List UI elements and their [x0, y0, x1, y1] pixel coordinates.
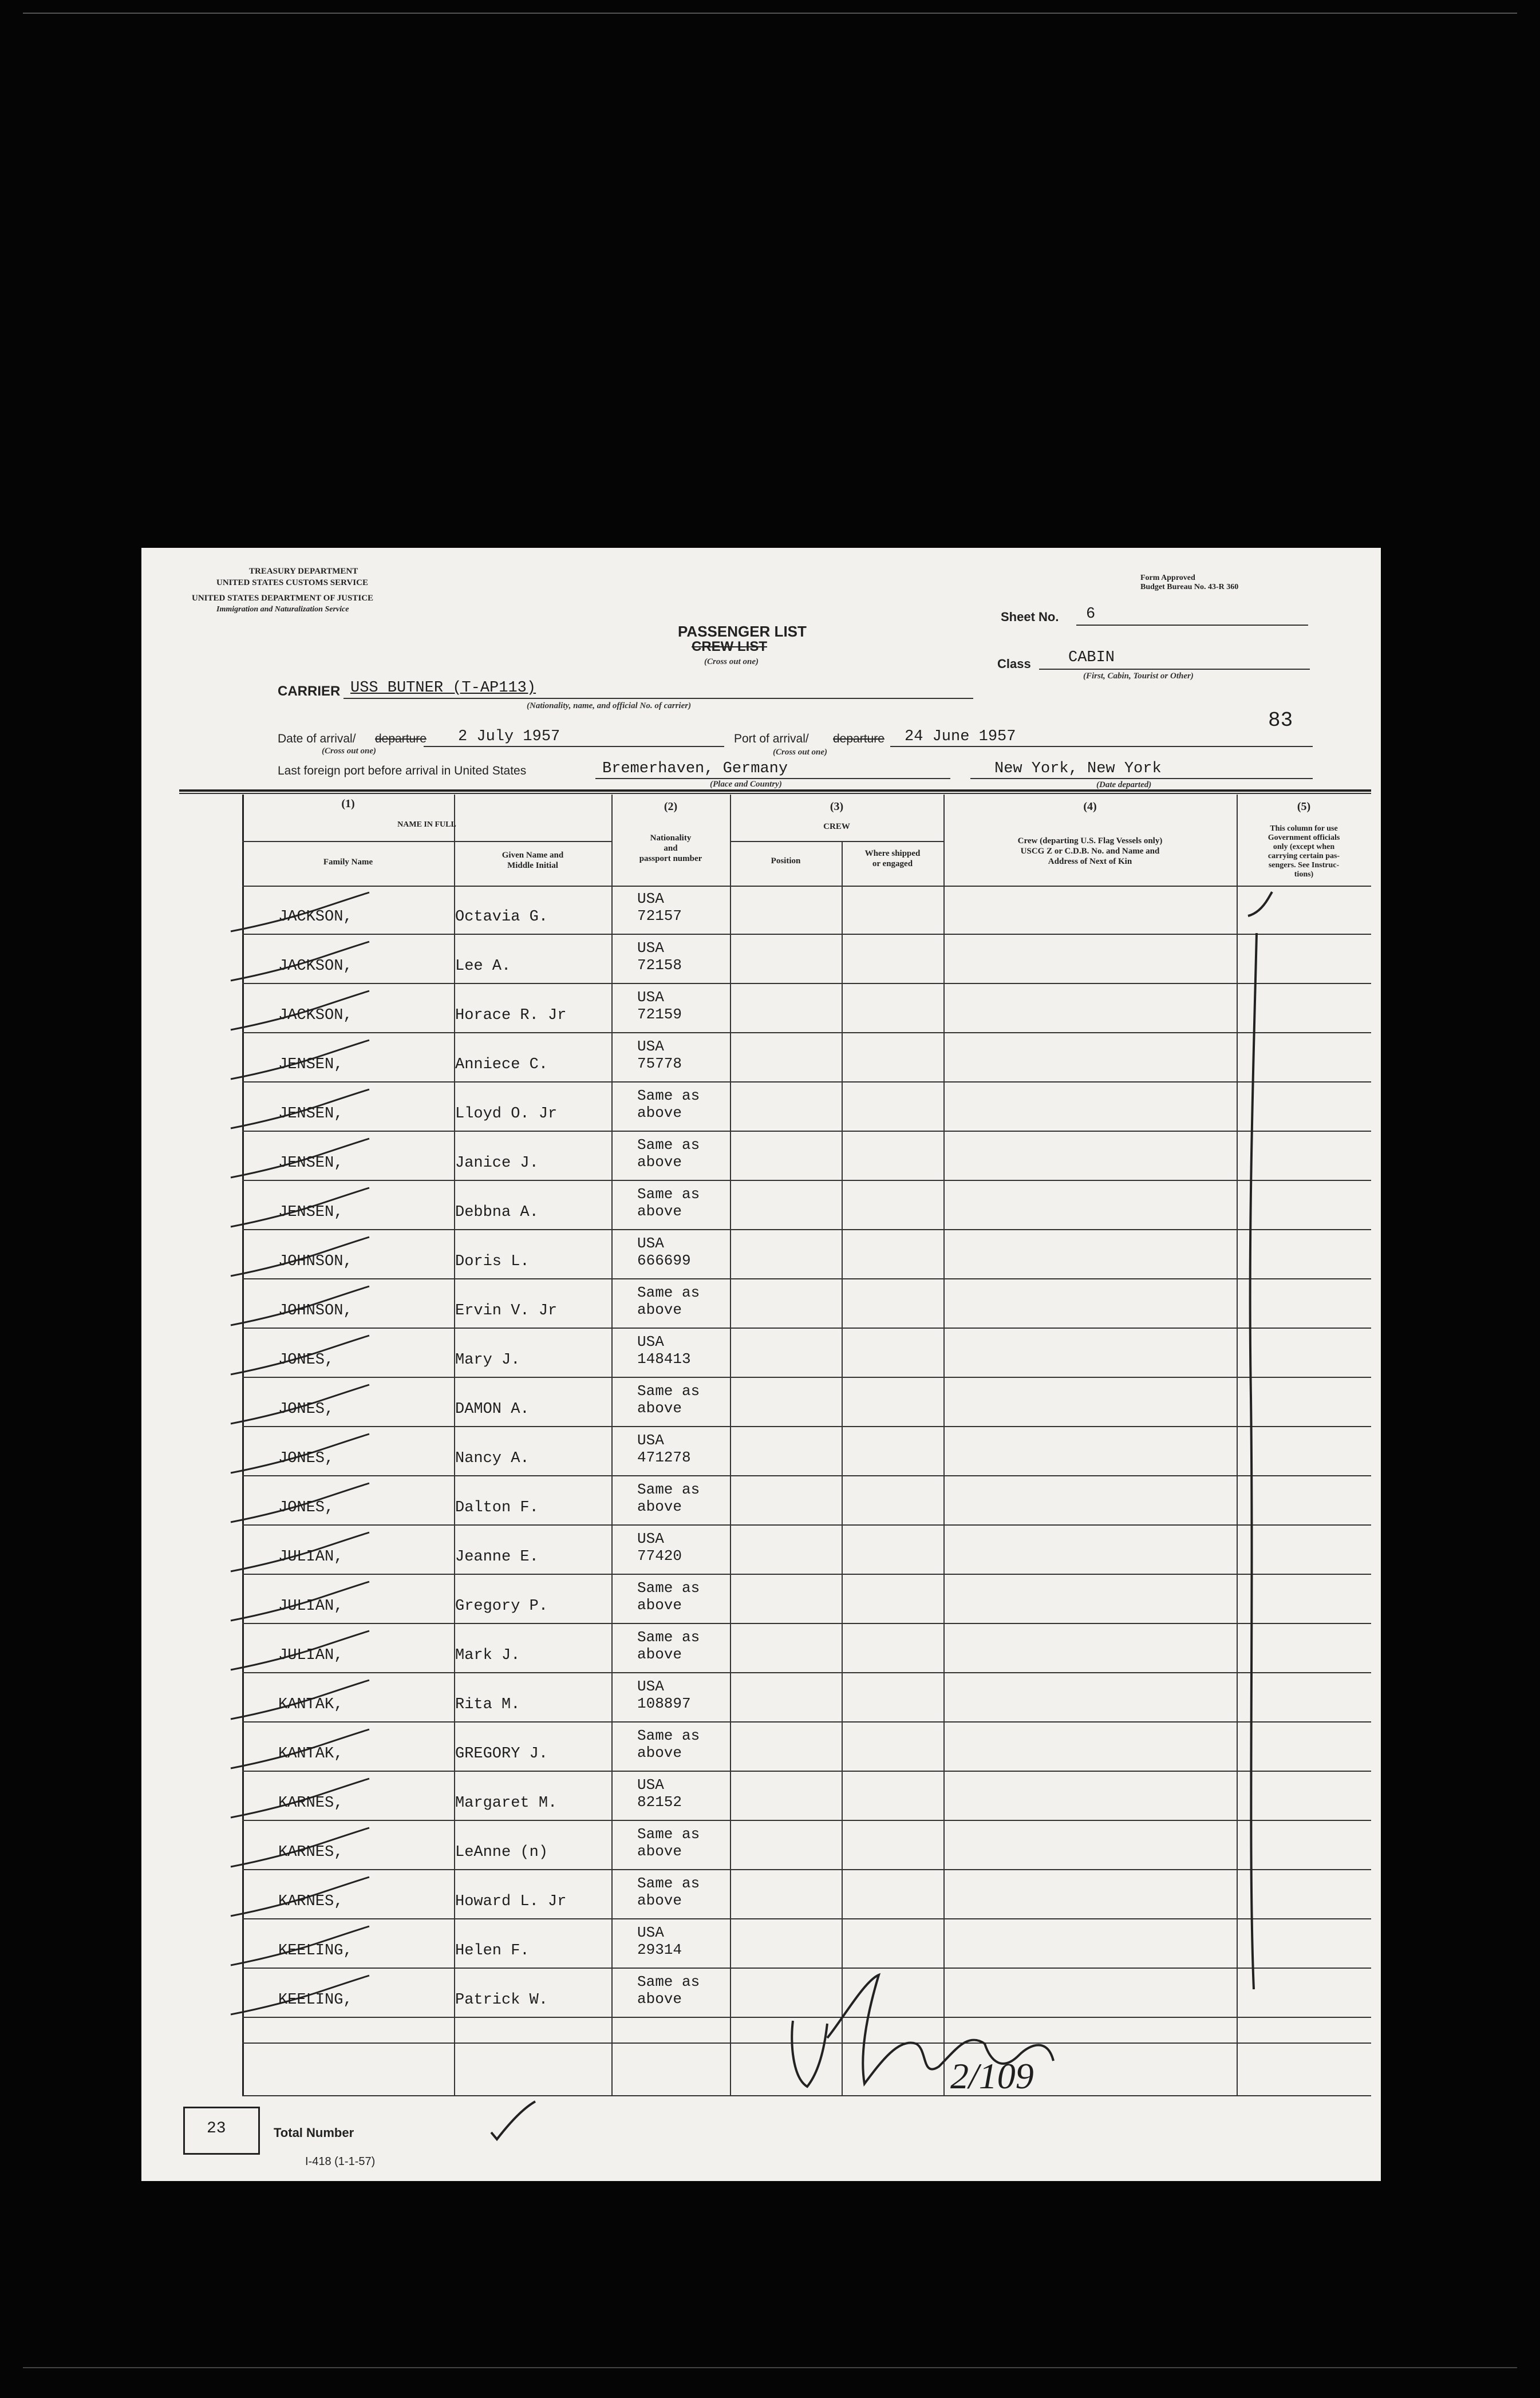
table-row	[242, 935, 1371, 984]
family-name: JULIAN,	[278, 1598, 343, 1615]
family-name: JENSEN,	[278, 1204, 343, 1221]
family-name: JENSEN,	[278, 1155, 343, 1172]
given-name: Debbna A.	[455, 1204, 539, 1221]
date-struck: departure	[375, 732, 427, 745]
table-row	[242, 1083, 1371, 1132]
carrier-value: USS BUTNER (T-AP113)	[350, 680, 536, 697]
carrier-hint: (Nationality, name, and official No. of carrier)	[527, 701, 692, 710]
dept-line-2: UNITED STATES CUSTOMS SERVICE	[216, 578, 368, 587]
nationality-line: Same as	[637, 1579, 700, 1597]
family-name: JONES,	[278, 1401, 334, 1418]
table-row	[242, 1279, 1371, 1329]
passport-line: above	[637, 1301, 682, 1318]
nationality-passport	[637, 1481, 700, 1515]
place-hint: (Place and Country)	[710, 780, 782, 789]
nationality-passport	[637, 1284, 700, 1318]
nationality-line: Same as	[637, 1826, 700, 1843]
passport-line: 29314	[637, 1941, 682, 1958]
destination-underline	[970, 778, 1313, 779]
nationality-line: USA	[637, 1530, 664, 1547]
given-name: Doris L.	[455, 1253, 530, 1270]
last-port-label: Last foreign port before arrival in United States	[278, 764, 527, 777]
given-name: DAMON A.	[455, 1401, 530, 1418]
passport-line: 666699	[637, 1252, 691, 1269]
family-name: JACKSON,	[278, 958, 353, 975]
given-name: Ervin V. Jr	[455, 1302, 558, 1320]
table-row	[242, 1673, 1371, 1723]
passport-line: above	[637, 1892, 682, 1909]
col4-number: (4)	[1083, 800, 1097, 813]
officials-check-line	[1237, 882, 1305, 2026]
destination-value: New York, New York	[994, 760, 1162, 777]
budget-bureau: Budget Bureau No. 43-R 360	[1140, 583, 1239, 591]
date-departed-hint: (Date departed)	[1096, 780, 1152, 789]
given-name: Howard L. Jr	[455, 1893, 567, 1910]
class-hint: (First, Cabin, Tourist or Other)	[1083, 671, 1194, 681]
col1a-family-name: Family Name	[323, 858, 373, 867]
given-name: Helen F.	[455, 1942, 530, 1960]
nationality-line: Same as	[637, 1481, 700, 1498]
passport-line: above	[637, 1597, 682, 1614]
nationality-line: USA	[637, 890, 664, 907]
nationality-line: Same as	[637, 1629, 700, 1646]
family-name: JACKSON,	[278, 908, 353, 926]
port-struck: departure	[833, 732, 884, 745]
family-name: JOHNSON,	[278, 1253, 353, 1270]
total-label: Total Number	[274, 2126, 354, 2140]
table-row	[242, 1772, 1371, 1821]
family-name: KEELING,	[278, 1992, 353, 2009]
family-name: KANTAK,	[278, 1745, 343, 1763]
port-hint: (Cross out one)	[773, 748, 828, 757]
nationality-passport	[637, 1186, 700, 1220]
handwritten-note: 2/109	[950, 2056, 1034, 2096]
family-name: JULIAN,	[278, 1647, 343, 1664]
table-row	[242, 1427, 1371, 1476]
passport-line: 72158	[637, 957, 682, 974]
nationality-passport	[637, 1776, 682, 1811]
dept-line-1: TREASURY DEPARTMENT	[249, 567, 358, 576]
film-edge-bottom	[23, 2367, 1517, 2368]
document-title: PASSENGER LIST	[678, 623, 807, 640]
col1b-given-name: Given Name and Middle Initial	[502, 851, 564, 870]
nationality-passport	[637, 939, 682, 974]
passport-line: above	[637, 1498, 682, 1515]
nationality-passport	[637, 1530, 682, 1565]
col1-subheader-rule	[242, 841, 611, 842]
title-cross-out-hint: (Cross out one)	[704, 657, 759, 666]
col2-number: (2)	[664, 800, 678, 813]
nationality-passport	[637, 989, 682, 1023]
passport-line: above	[637, 1843, 682, 1860]
passport-line: above	[637, 1990, 682, 2008]
table-row	[242, 886, 1371, 935]
arrival-date: 2 July 1957	[458, 728, 560, 745]
given-name: Nancy A.	[455, 1450, 530, 1467]
nationality-line: Same as	[637, 1727, 700, 1744]
passport-line: above	[637, 1744, 682, 1761]
passport-line: above	[637, 1400, 682, 1417]
family-name: JULIAN,	[278, 1548, 343, 1566]
passport-line: 148413	[637, 1350, 691, 1368]
last-port-value: Bremerhaven, Germany	[602, 760, 788, 777]
class-underline	[1039, 669, 1310, 670]
nationality-passport	[637, 1579, 700, 1614]
given-name: Horace R. Jr	[455, 1007, 567, 1024]
document-title-struck: CREW LIST	[692, 639, 767, 654]
port-underline	[890, 746, 1313, 747]
passport-line: 471278	[637, 1449, 691, 1466]
given-name: Patrick W.	[455, 1992, 548, 2009]
table-row	[242, 984, 1371, 1033]
passport-line: 77420	[637, 1547, 682, 1565]
family-name: JACKSON,	[278, 1007, 353, 1024]
form-approved: Form Approved	[1140, 574, 1195, 582]
given-name: Rita M.	[455, 1696, 520, 1713]
nationality-line: USA	[637, 1432, 664, 1449]
nationality-passport	[637, 1087, 700, 1121]
col5-number: (5)	[1297, 800, 1311, 813]
nationality-passport	[637, 1333, 691, 1368]
nationality-passport	[637, 1235, 691, 1269]
table-row	[242, 1821, 1371, 1870]
date-underline	[424, 746, 724, 747]
nationality-passport	[637, 1678, 691, 1712]
passport-line: 72159	[637, 1006, 682, 1023]
family-name: JOHNSON,	[278, 1302, 353, 1320]
dept-line-4: Immigration and Naturalization Service	[216, 605, 349, 614]
given-name: Jeanne E.	[455, 1548, 539, 1566]
table-row	[242, 1230, 1371, 1279]
nationality-passport	[637, 1629, 700, 1663]
date-label: Date of arrival/	[278, 732, 356, 745]
nationality-passport	[637, 1875, 700, 1909]
table-row	[242, 1723, 1371, 1772]
given-name: Gregory P.	[455, 1598, 548, 1615]
given-name: Octavia G.	[455, 908, 548, 926]
nationality-line: USA	[637, 1678, 664, 1695]
col1-title: NAME IN FULL	[397, 820, 456, 829]
given-name: Mary J.	[455, 1352, 520, 1369]
nationality-passport	[637, 1432, 691, 1466]
nationality-line: Same as	[637, 1284, 700, 1301]
nationality-line: USA	[637, 989, 664, 1006]
table-row	[242, 1476, 1371, 1526]
table-row	[242, 1181, 1371, 1230]
passport-line: 75778	[637, 1055, 682, 1072]
family-name: KANTAK,	[278, 1696, 343, 1713]
table-row	[242, 1870, 1371, 1919]
footer-check-mark	[487, 2098, 538, 2144]
nationality-line: Same as	[637, 1136, 700, 1153]
port-date: 24 June 1957	[905, 728, 1016, 745]
nationality-line: USA	[637, 1924, 664, 1941]
given-name: Mark J.	[455, 1647, 520, 1664]
table-row	[242, 1033, 1371, 1083]
col1-number: (1)	[341, 797, 355, 810]
nationality-passport	[637, 1973, 700, 2008]
passport-line: above	[637, 1104, 682, 1121]
col4-title: Crew (departing U.S. Flag Vessels only) USCG Z or C.D.B. No. and Name and Address of Next of Kin	[1017, 836, 1163, 866]
handwritten-signature	[784, 1969, 1105, 2118]
passport-line: 82152	[637, 1793, 682, 1811]
nationality-line: USA	[637, 939, 664, 957]
dept-line-3: UNITED STATES DEPARTMENT OF JUSTICE	[192, 594, 374, 603]
family-name: JONES,	[278, 1352, 334, 1369]
nationality-passport	[637, 1826, 700, 1860]
family-name: KEELING,	[278, 1942, 353, 1960]
carrier-underline	[343, 698, 973, 699]
given-name: Lloyd O. Jr	[455, 1105, 558, 1123]
given-name: Lee A.	[455, 958, 511, 975]
given-name: GREGORY J.	[455, 1745, 548, 1763]
table-row	[242, 1526, 1371, 1575]
family-name: JONES,	[278, 1450, 334, 1467]
nationality-passport	[637, 890, 682, 925]
family-name: KARNES,	[278, 1795, 343, 1812]
table-top-rule-2	[179, 793, 1371, 794]
given-name: Dalton F.	[455, 1499, 539, 1516]
passport-line: 72157	[637, 907, 682, 925]
nationality-line: USA	[637, 1038, 664, 1055]
passport-line: 108897	[637, 1695, 691, 1712]
table-top-rule	[179, 789, 1371, 792]
nationality-passport	[637, 1136, 700, 1171]
nationality-passport	[637, 1727, 700, 1761]
carrier-label: CARRIER	[278, 684, 341, 699]
table-row	[242, 1329, 1371, 1378]
date-hint: (Cross out one)	[322, 746, 377, 756]
given-name: Margaret M.	[455, 1795, 558, 1812]
family-name: KARNES,	[278, 1844, 343, 1861]
col3b-where-shipped: Where shipped or engaged	[864, 849, 921, 868]
passport-line: above	[637, 1153, 682, 1171]
class-value: CABIN	[1068, 649, 1115, 666]
nationality-passport	[637, 1924, 682, 1958]
nationality-passport	[637, 1038, 682, 1072]
col3-subheader-rule	[730, 841, 943, 842]
given-name: LeAnne (n)	[455, 1844, 548, 1861]
form-number: I-418 (1-1-57)	[305, 2155, 376, 2168]
nationality-line: USA	[637, 1333, 664, 1350]
table-row	[242, 1378, 1371, 1427]
table-row	[242, 1132, 1371, 1181]
passport-line: above	[637, 1646, 682, 1663]
col3-number: (3)	[830, 800, 844, 813]
nationality-line: Same as	[637, 1973, 700, 1990]
family-name: JENSEN,	[278, 1056, 343, 1073]
table-row	[242, 1624, 1371, 1673]
total-value: 23	[207, 2120, 226, 2138]
table-row	[242, 1919, 1371, 1969]
nationality-line: Same as	[637, 1186, 700, 1203]
family-name: JONES,	[278, 1499, 334, 1516]
given-name: Janice J.	[455, 1155, 539, 1172]
family-name: KARNES,	[278, 1893, 343, 1910]
page-number: 83	[1268, 709, 1293, 732]
given-name: Anniece C.	[455, 1056, 548, 1073]
nationality-line: Same as	[637, 1087, 700, 1104]
family-name: JENSEN,	[278, 1105, 343, 1123]
nationality-line: USA	[637, 1776, 664, 1793]
sheet-underline	[1076, 625, 1308, 626]
col3a-position: Position	[771, 856, 801, 866]
table-row	[242, 1575, 1371, 1624]
nationality-line: USA	[637, 1235, 664, 1252]
film-edge-top	[23, 13, 1517, 14]
nationality-passport	[637, 1382, 700, 1417]
last-port-underline	[595, 778, 950, 779]
col3-title: CREW	[823, 822, 850, 831]
col2-title: Nationality and passport number	[639, 833, 702, 863]
sheet-label: Sheet No.	[1001, 610, 1059, 624]
nationality-line: Same as	[637, 1875, 700, 1892]
nationality-line: Same as	[637, 1382, 700, 1400]
col5-title: This column for use Government officials only (except when carrying certain pas- sengers. See Instruc- tions)	[1267, 824, 1340, 879]
passport-line: above	[637, 1203, 682, 1220]
class-label: Class	[997, 657, 1031, 671]
port-label: Port of arrival/	[734, 732, 809, 745]
sheet-number: 6	[1086, 606, 1096, 623]
